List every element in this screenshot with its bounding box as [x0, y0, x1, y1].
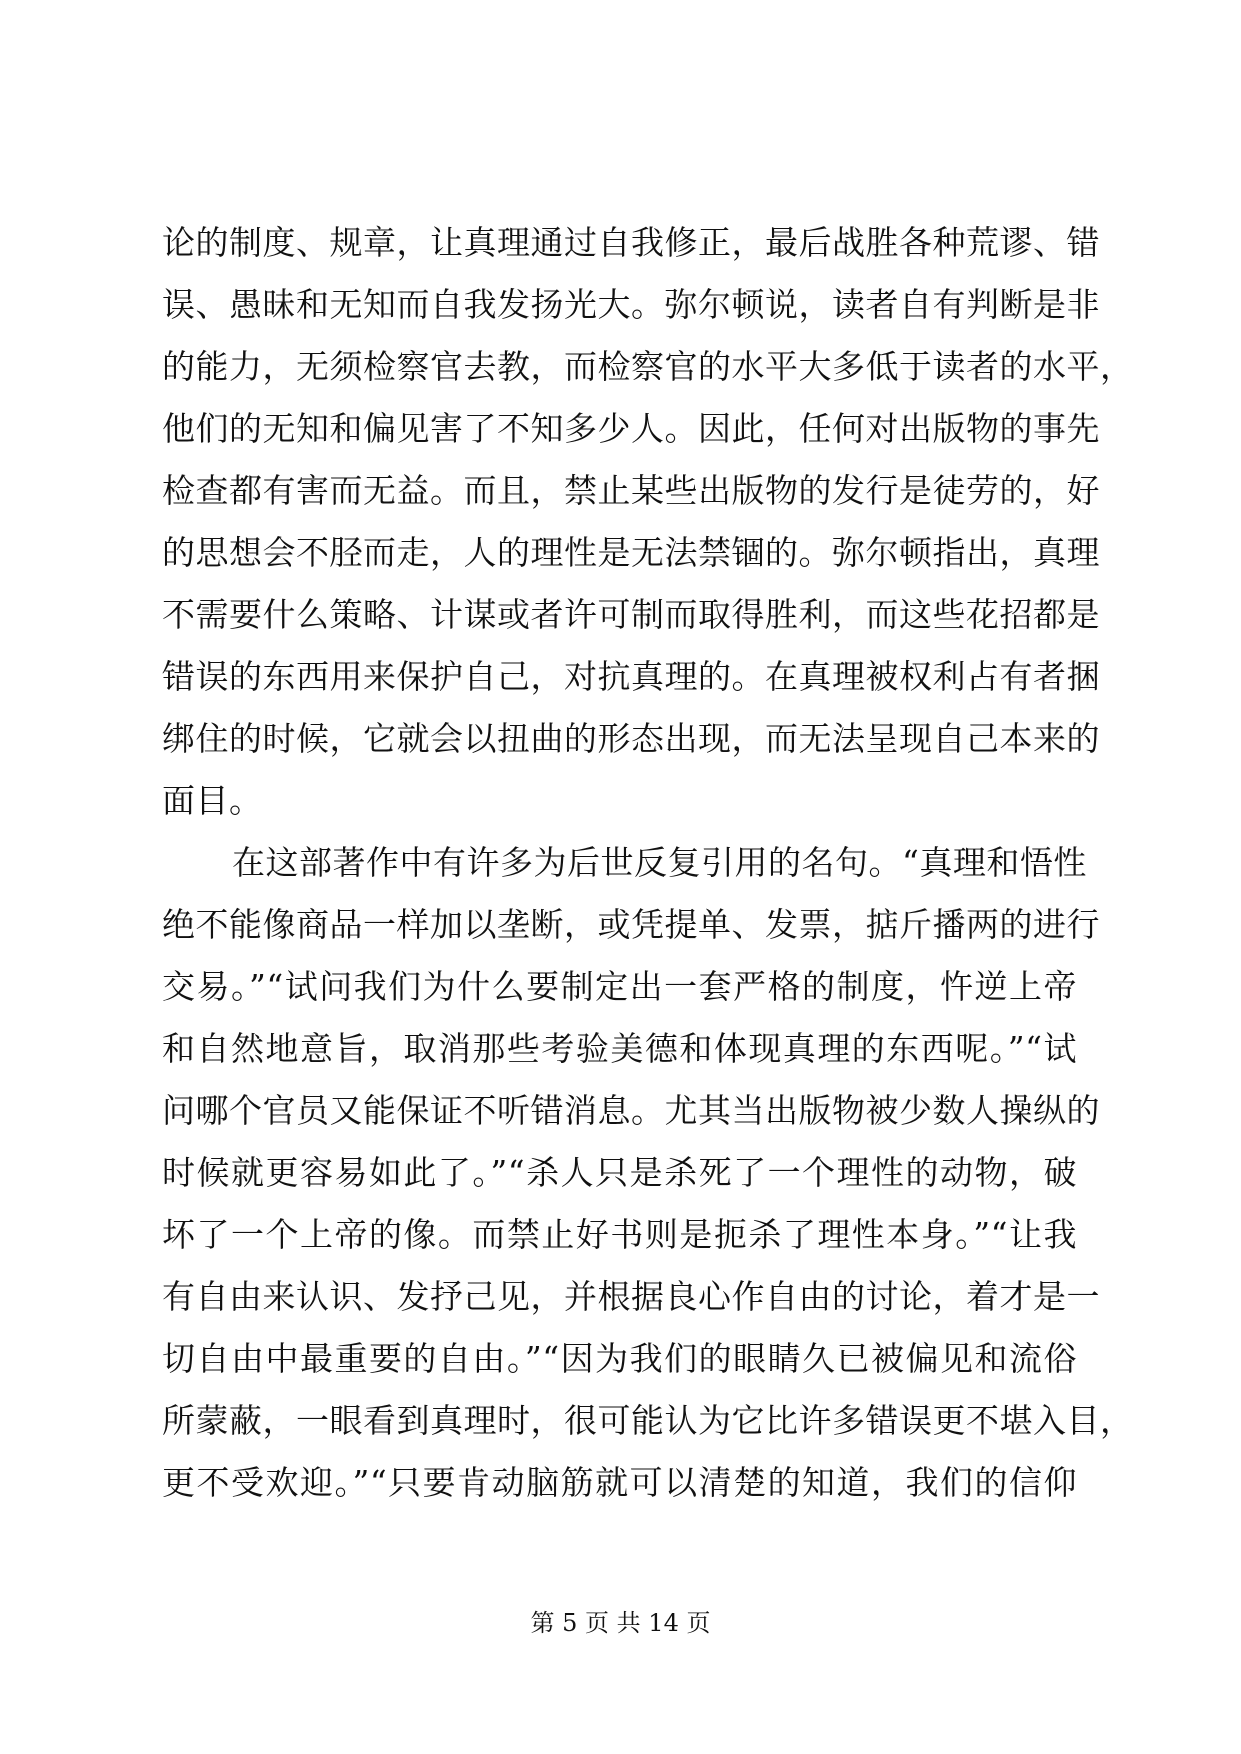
text-line: 绑住的时候，它就会以扭曲的形态出现，而无法呈现自己本来的 — [162, 719, 1100, 758]
text-line: 更不受欢迎。”“只要肯动脑筋就可以清楚的知道，我们的信仰 — [162, 1463, 1077, 1502]
text-line: 所蒙蔽，一眼看到真理时，很可能认为它比许多错误更不堪入目， — [162, 1401, 1134, 1440]
text-line: 坏了一个上帝的像。而禁止好书则是扼杀了理性本身。”“让我 — [162, 1215, 1077, 1254]
text-line: 在这部著作中有许多为后世反复引用的名句。“真理和悟性 — [232, 843, 1087, 882]
text-line: 切自由中最重要的自由。”“因为我们的眼睛久已被偏见和流俗 — [162, 1339, 1077, 1378]
text-line: 时候就更容易如此了。”“杀人只是杀死了一个理性的动物，破 — [162, 1153, 1077, 1192]
page-number: 第 5 页 共 14 页 — [530, 1609, 711, 1637]
text-line: 他们的无知和偏见害了不知多少人。因此，任何对出版物的事先 — [162, 409, 1100, 448]
text-line: 的思想会不胫而走，人的理性是无法禁锢的。弥尔顿指出，真理 — [162, 533, 1100, 572]
text-line: 面目。 — [162, 781, 263, 820]
text-line: 交易。”“试问我们为什么要制定出一套严格的制度，忤逆上帝 — [162, 967, 1077, 1006]
page-footer — [0, 1603, 1241, 1638]
text-line: 误、愚昧和无知而自我发扬光大。弥尔顿说，读者自有判断是非 — [162, 285, 1100, 324]
text-line: 的能力，无须检察官去教，而检察官的水平大多低于读者的水平， — [162, 347, 1134, 386]
text-line: 有自由来认识、发抒己见，并根据良心作自由的讨论，着才是一 — [162, 1277, 1100, 1316]
text-line: 检查都有害而无益。而且，禁止某些出版物的发行是徒劳的，好 — [162, 471, 1100, 510]
text-line: 问哪个官员又能保证不听错消息。尤其当出版物被少数人操纵的 — [162, 1091, 1100, 1130]
text-line: 不需要什么策略、计谋或者许可制而取得胜利，而这些花招都是 — [162, 595, 1100, 634]
text-line: 绝不能像商品一样加以垄断，或凭提单、发票，掂斤播两的进行 — [162, 905, 1100, 944]
text-line: 错误的东西用来保护自己，对抗真理的。在真理被权利占有者捆 — [162, 657, 1100, 696]
text-line: 和自然地意旨，取消那些考验美德和体现真理的东西呢。”“试 — [162, 1029, 1077, 1068]
text-line: 论的制度、规章，让真理通过自我修正，最后战胜各种荒谬、错 — [162, 223, 1100, 262]
body-text — [162, 212, 1134, 1514]
